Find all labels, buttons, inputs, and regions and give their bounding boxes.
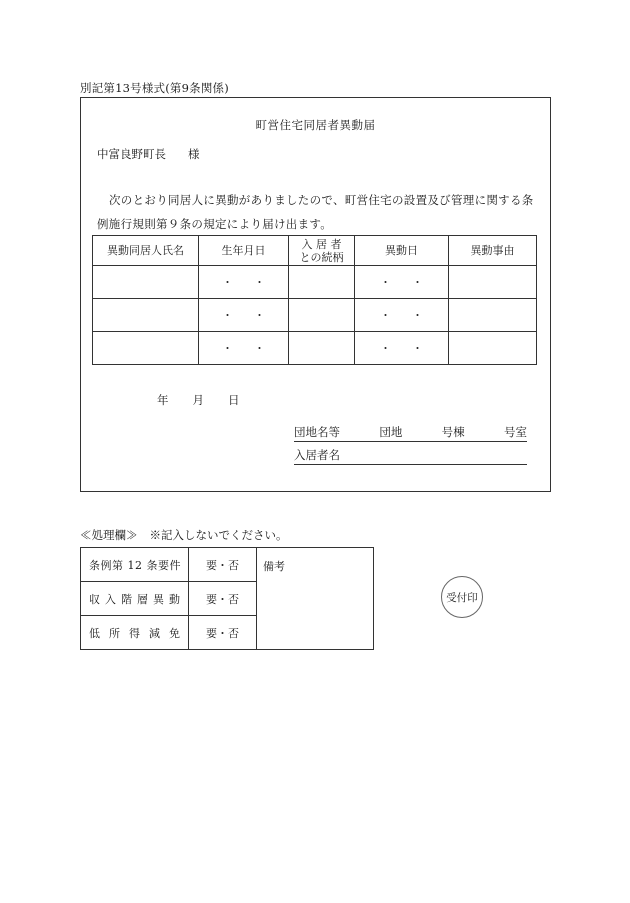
low-income-choice[interactable]: 要・否	[189, 616, 257, 650]
date-separator: ・	[380, 276, 391, 289]
complex-suffix: 団地	[379, 425, 403, 439]
table-row	[93, 266, 537, 299]
date-separator: ・	[254, 342, 265, 355]
income-change-label: 収入階層異動	[81, 582, 189, 616]
low-income-label: 低所得減免	[81, 616, 189, 650]
date-separator: ・	[222, 342, 233, 355]
date-separator: ・	[412, 342, 423, 355]
building-suffix: 号棟	[441, 425, 465, 439]
birth-date-cell[interactable]	[199, 332, 289, 365]
day-label: 日	[228, 393, 240, 407]
date-separator: ・	[222, 276, 233, 289]
date-separator: ・	[412, 309, 423, 322]
remarks-label: 備考	[263, 560, 285, 573]
year-label: 年	[157, 393, 169, 407]
relationship-cell[interactable]	[289, 332, 355, 365]
occupant-name-cell[interactable]	[93, 266, 199, 299]
occupant-change-table	[92, 235, 537, 365]
reception-stamp	[441, 576, 483, 618]
date-separator: ・	[380, 342, 391, 355]
date-separator: ・	[222, 309, 233, 322]
header-birth-date: 生年月日	[199, 236, 289, 266]
declaration-text: 次のとおり同居人に異動がありましたので、町営住宅の設置及び管理に関する条例施行規則第９条の規定により届け出ます。	[97, 193, 534, 231]
stamp-label: 受付印	[446, 591, 478, 604]
occupant-name-cell[interactable]	[93, 332, 199, 365]
month-label: 月	[192, 393, 204, 407]
header-change-reason: 異動事由	[449, 236, 537, 266]
change-date-cell[interactable]	[355, 266, 449, 299]
date-separator: ・	[412, 276, 423, 289]
submission-date[interactable]	[157, 392, 264, 408]
processing-table	[80, 547, 374, 650]
relationship-cell[interactable]	[289, 266, 355, 299]
table-row	[81, 548, 374, 582]
addressee	[97, 146, 200, 162]
table-row	[93, 332, 537, 365]
table-row	[93, 299, 537, 332]
complex-name-label: 団地名等	[294, 425, 340, 439]
resident-name-label: 入居者名	[294, 448, 340, 462]
room-suffix: 号室	[503, 425, 527, 439]
date-separator: ・	[254, 276, 265, 289]
form-number-label: 別記第13号様式(第9条関係)	[80, 81, 229, 95]
addressee-name: 中富良野町長	[97, 147, 166, 161]
processing-title: ≪処理欄≫	[80, 528, 138, 542]
occupant-name-cell[interactable]	[93, 299, 199, 332]
date-separator: ・	[254, 309, 265, 322]
birth-date-cell[interactable]	[199, 299, 289, 332]
header-change-date: 異動日	[355, 236, 449, 266]
birth-date-cell[interactable]	[199, 266, 289, 299]
change-date-cell[interactable]	[355, 332, 449, 365]
change-date-cell[interactable]	[355, 299, 449, 332]
date-separator: ・	[380, 309, 391, 322]
requirement-choice[interactable]: 要・否	[189, 548, 257, 582]
table-header-row	[93, 236, 537, 266]
addressee-honorific: 様	[188, 147, 200, 161]
remarks-cell[interactable]	[257, 548, 374, 650]
requirement-label: 条例第 12 条要件	[81, 548, 189, 582]
change-reason-cell[interactable]	[449, 299, 537, 332]
processing-note: ※記入しないでください。	[149, 528, 288, 542]
resident-name-line[interactable]	[294, 447, 527, 465]
complex-line[interactable]	[294, 424, 527, 442]
document-title: 町営住宅同居者異動届	[255, 118, 376, 132]
relationship-cell[interactable]	[289, 299, 355, 332]
header-relationship: 入 居 者 との続柄	[289, 236, 355, 266]
change-reason-cell[interactable]	[449, 332, 537, 365]
processing-heading	[80, 527, 288, 543]
change-reason-cell[interactable]	[449, 266, 537, 299]
header-occupant-name: 異動同居人氏名	[93, 236, 199, 266]
income-change-choice[interactable]: 要・否	[189, 582, 257, 616]
